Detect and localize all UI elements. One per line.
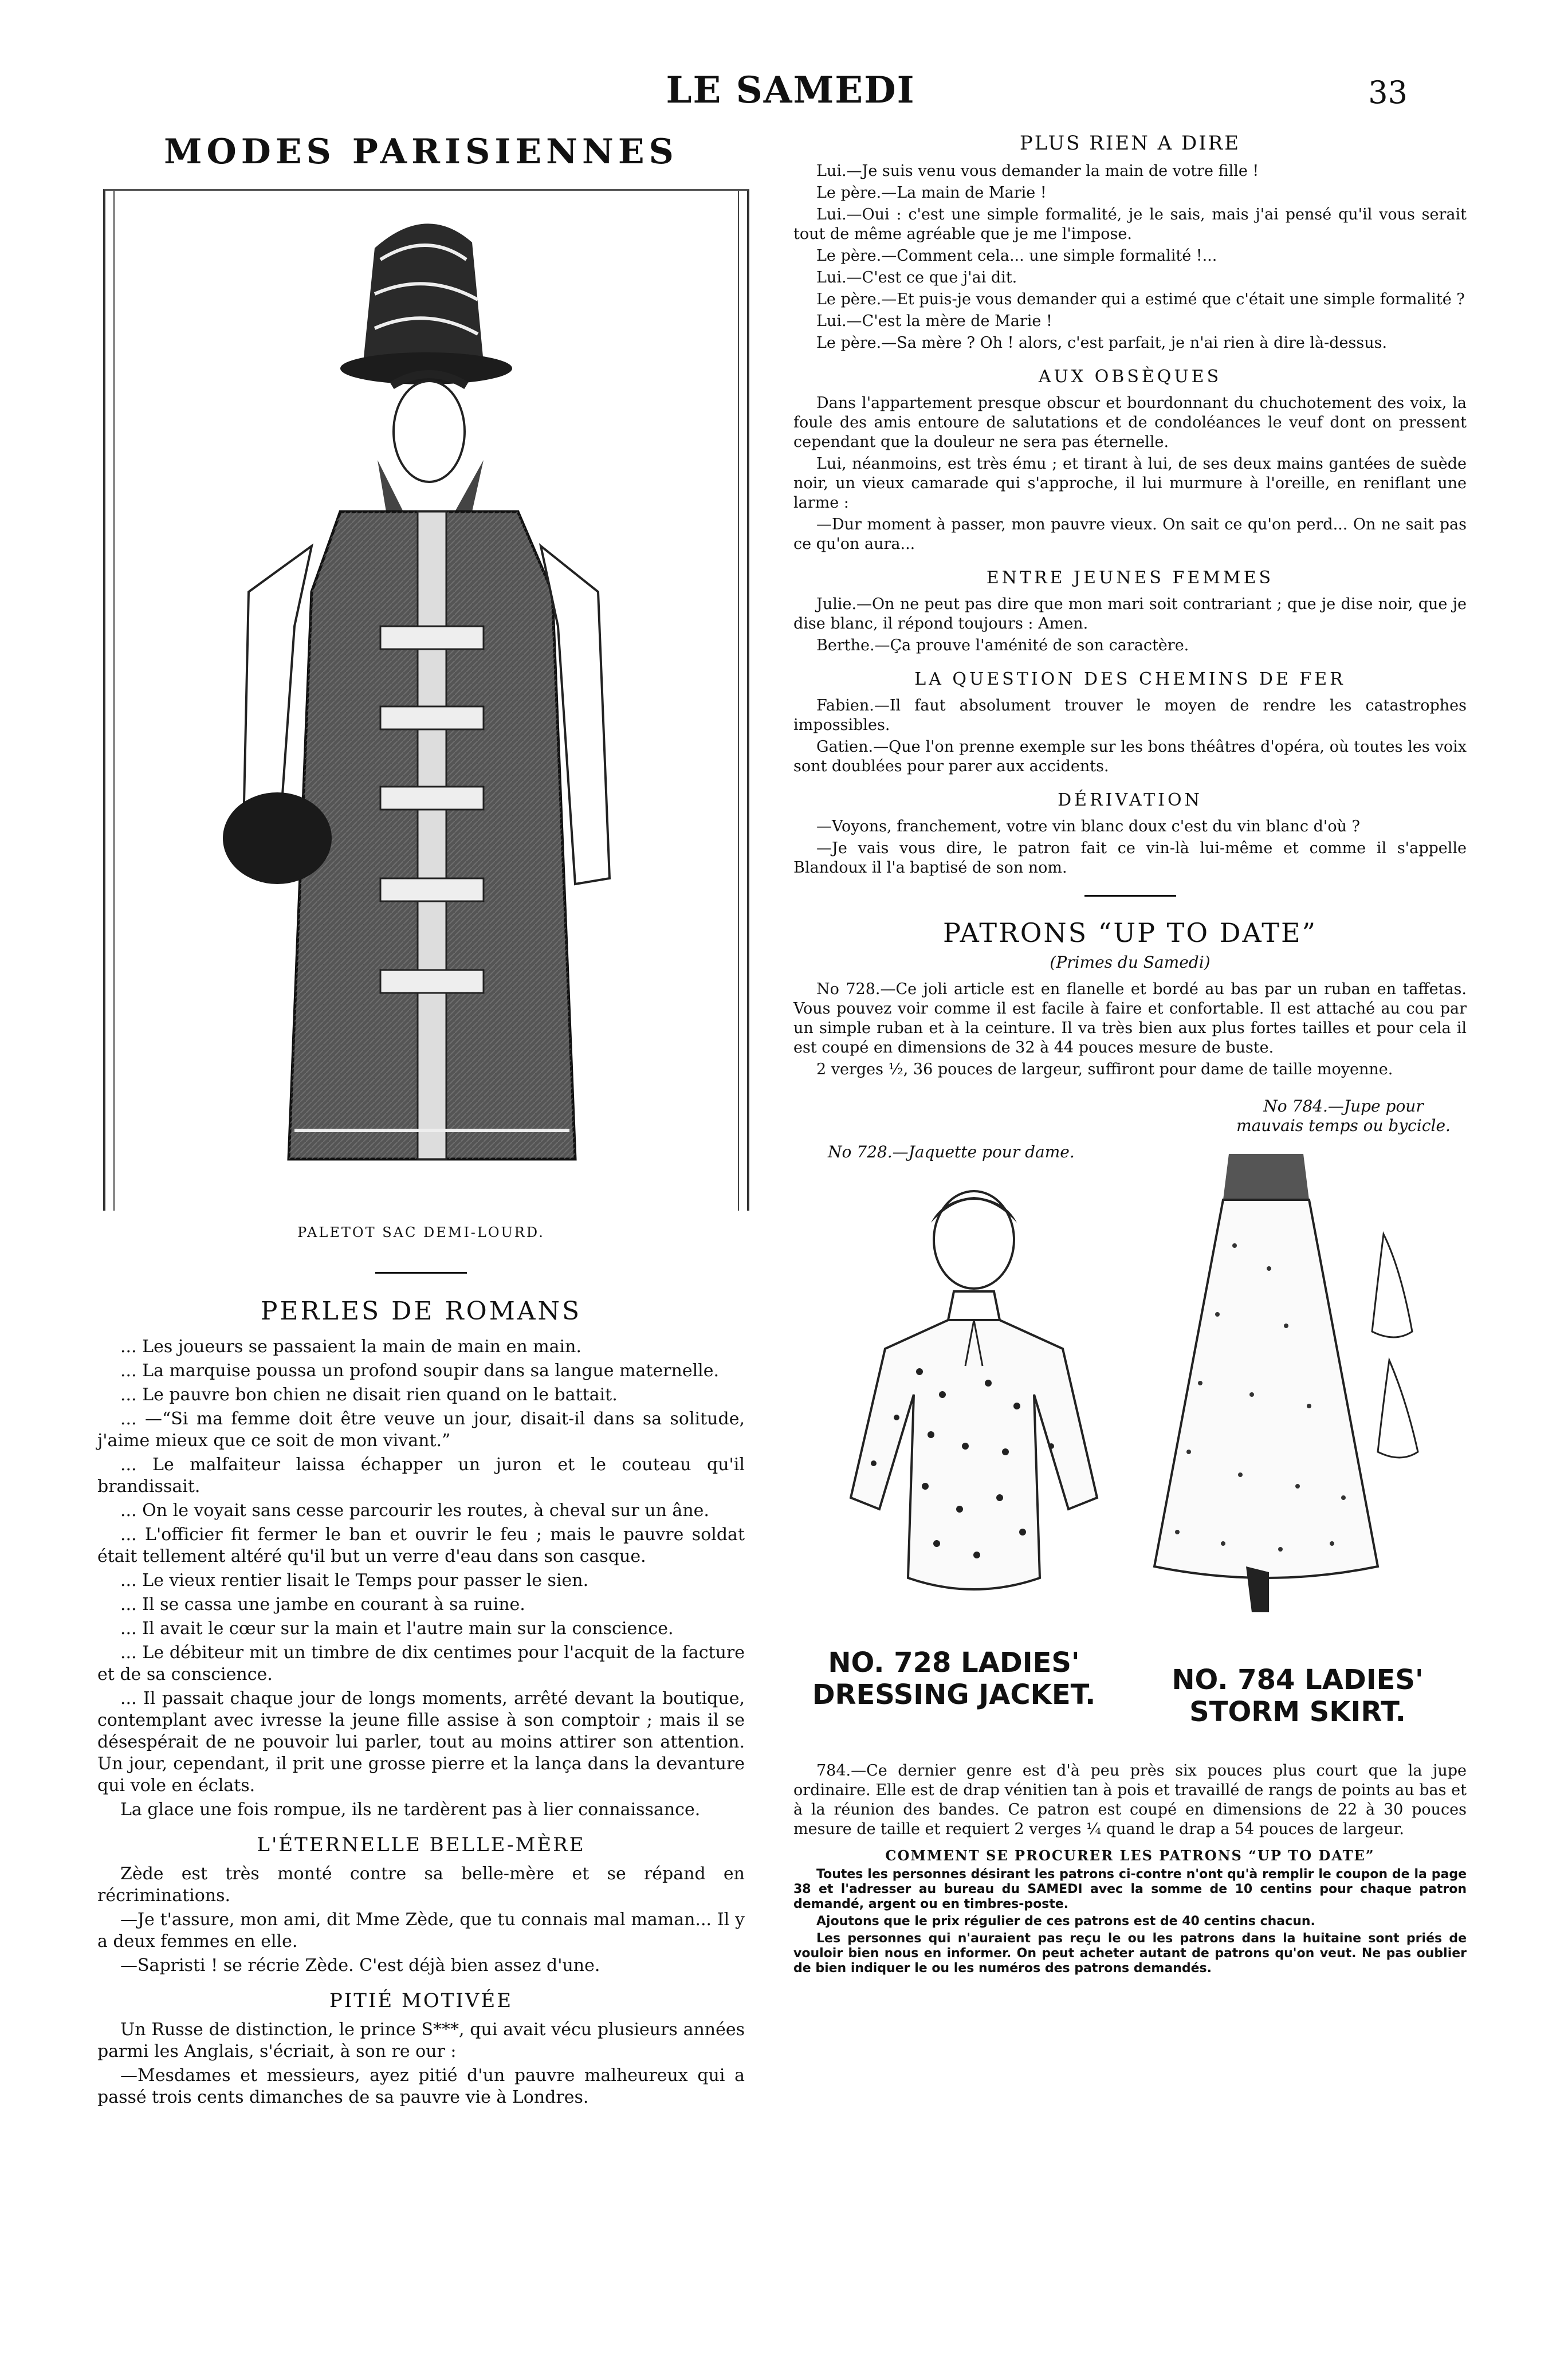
patrons-para: No 728.—Ce joli article est en flanelle et bordé au bas par un ruban en taffetas. Vous pouvez voir comme il est facile à faire et confortable. Il est attaché au cou par un simple ruban et à la ceinture. Il va très bien aux plus fortes tailles et pour cela il est coupé en dimensions de 32 à 44 pouces mesure de buste.: [793, 980, 1467, 1057]
running-title: LE SAMEDI: [666, 69, 915, 112]
perle-item: ... Il avait le cœur sur la main et l'autre main sur la conscience.: [120, 1619, 674, 1639]
caption-728-line2: DRESSING JACKET.: [812, 1679, 1096, 1711]
comment-para: Toutes les personnes désirant les patrons ci-contre n'ont qu'à remplir le coupon de la page 38 et l'adresser au bureau du SAMEDI avec la somme de 10 centins pour chaque patron demandé, argent ou en timbres-poste.: [793, 1867, 1467, 1911]
patrons-para: 2 verges ½, 36 pouces de largeur, suffiront pour dame de taille moyenne.: [816, 1061, 1393, 1078]
belle-mere-para: —Sapristi ! se récrie Zède. C'est déjà bien assez d'une.: [120, 1955, 600, 1976]
dialogue-line: Le père.—Et puis-je vous demander qui a estimé que c'était une simple formalité ?: [816, 290, 1465, 308]
chemins-title: LA QUESTION DES CHEMINS DE FER: [914, 669, 1346, 689]
pitie-para: —Mesdames et messieurs, ayez pitié d'un pauvre malheureux qui a passé trois cents dimanches de sa pauvre vie à Londres.: [97, 2065, 745, 2107]
perle-item: ... Le malfaiteur laissa échapper un juron et le couteau qu'il brandissait.: [97, 1455, 745, 1497]
patrons-subtitle: (Primes du Samedi): [1050, 953, 1211, 972]
dialogue-line: Lui.—Je suis venu vous demander la main de votre fille !: [816, 162, 1259, 180]
derivation-para: —Je vais vous dire, le patron fait ce vin-là lui-même et comme il s'appelle Blandoux il l'a baptisé de son nom.: [793, 839, 1467, 877]
perles-list: [97, 1336, 745, 1821]
fashion-illustration-frame: [103, 189, 749, 1211]
comment-para: Ajoutons que le prix régulier de ces patrons est de 40 centins chacun.: [816, 1914, 1315, 1929]
perle-item: ... Le vieux rentier lisait le Temps pour passer le sien.: [120, 1570, 589, 1591]
obseques-title: AUX OBSÈQUES: [1038, 367, 1222, 387]
caption-784: [1137, 1664, 1458, 1728]
caption-784-line1: NO. 784 LADIES': [1172, 1664, 1424, 1696]
perle-item: ... Il passait chaque jour de longs moments, arrêté devant la boutique, contemplant avec ivresse la jeune fille assise à son comptoir ; mais il se désespérait de ne pouvoir lui parler, tout au moins attirer son attention. Un jour, cependant, il prit une grosse pierre et la lança dans la devanture qui vole en éclats.: [97, 1688, 745, 1796]
figure-caption: PALETOT SAC DEMI-LOURD.: [297, 1224, 545, 1240]
jeunes-para: Julie.—On ne peut pas dire que mon mari soit contrariant ; que je dise noir, que je dise blanc, il répond toujours : Amen.: [793, 595, 1467, 633]
dialogue-line: Le père.—Sa mère ? Oh ! alors, c'est parfait, je n'ai rien à dire là-dessus.: [816, 334, 1388, 352]
label-728: No 728.—Jaquette pour dame.: [828, 1142, 1075, 1161]
perle-item: ... —“Si ma femme doit être veuve un jour, disait-il dans sa solitude, j'aime mieux que ce soit de mon vivant.”: [97, 1409, 745, 1451]
obseques-para: Lui, néanmoins, est très ému ; et tirant à lui, de ses deux mains gantées de suède noir, un vieux camarade qui s'approche, il lui murmure à l'oreille, en reniflant une larme :: [793, 455, 1467, 512]
divider: [1084, 895, 1176, 897]
jeunes-title: ENTRE JEUNES FEMMES: [986, 568, 1274, 588]
caption-784-line2: STORM SKIRT.: [1189, 1696, 1406, 1728]
chemins-para: Fabien.—Il faut absolument trouver le moyen de rendre les catastrophes impossibles.: [793, 697, 1467, 734]
dialogue-line: Le père.—Comment cela... une simple formalité !...: [816, 247, 1217, 265]
right-column: [793, 132, 1467, 1978]
pitie-para: Un Russe de distinction, le prince S***, qui avait vécu plusieurs années parmi les Anglais, s'écriait, à son re our :: [97, 2020, 745, 2061]
dialogue-line: Lui.—C'est la mère de Marie !: [816, 312, 1052, 330]
woman-coat-illustration: [105, 191, 747, 1211]
storm-skirt-illustration: [1137, 1131, 1458, 1624]
belle-mere-title: L'ÉTERNELLE BELLE-MÈRE: [257, 1833, 585, 1856]
perle-item: La glace une fois rompue, ils ne tardèrent pas à lier connaissance.: [120, 1800, 701, 1820]
belle-mere-para: —Je t'assure, mon ami, dit Mme Zède, que tu connais mal maman... Il y a deux femmes en elle.: [97, 1910, 745, 1951]
perle-item: ... L'officier fit fermer le ban et ouvrir le feu ; mais le pauvre soldat était tellement altéré qu'il but un verre d'eau dans son casque.: [97, 1525, 745, 1566]
divider: [375, 1272, 467, 1274]
caption-728-line1: NO. 728 LADIES': [828, 1647, 1080, 1679]
left-column: [97, 132, 745, 2111]
plus-rien-title: PLUS RIEN A DIRE: [1019, 132, 1241, 155]
perle-item: ... Le débiteur mit un timbre de dix centimes pour l'acquit de la facture et de sa conscience.: [97, 1643, 745, 1684]
modes-title: MODES PARISIENNES: [164, 132, 678, 172]
dialogue-line: Lui.—Oui : c'est une simple formalité, je le sais, mais j'ai pensé qu'il vous serait tout de même agréable que je me l'impose.: [793, 206, 1467, 243]
belle-mere-para: Zède est très monté contre sa belle-mère et se répand en récriminations.: [97, 1864, 745, 1906]
perle-item: ... On le voyait sans cesse parcourir les routes, à cheval sur un âne.: [120, 1501, 709, 1521]
perle-item: ... La marquise poussa un profond soupir dans sa langue maternelle.: [120, 1361, 720, 1381]
obseques-para: Dans l'appartement presque obscur et bourdonnant du chuchotement des voix, la foule des amis entoure de salutations et de condoléances le veuf dont on pressent cependant que la douleur ne sera pas éternelle.: [793, 394, 1467, 451]
pitie-title: PITIÉ MOTIVÉE: [329, 1989, 513, 2012]
label-784: No 784.—Jupe pour mauvais temps ou bycicle.: [1236, 1097, 1451, 1135]
dressing-jacket-illustration: [816, 1177, 1137, 1624]
perle-item: ... Il se cassa une jambe en courant à sa ruine.: [120, 1595, 525, 1615]
pattern-illustrations: [793, 1097, 1467, 1899]
obseques-para: —Dur moment à passer, mon pauvre vieux. On sait ce qu'on perd... On ne sait pas ce qu'on aura...: [793, 516, 1467, 553]
derivation-title: DÉRIVATION: [1058, 790, 1202, 810]
chemins-para: Gatien.—Que l'on prenne exemple sur les bons théâtres d'opéra, où toutes les voix sont doublées pour parer aux accidents.: [793, 738, 1467, 775]
page-number: 33: [1368, 74, 1408, 111]
comment-title: COMMENT SE PROCURER LES PATRONS “UP TO DATE”: [885, 1847, 1375, 1864]
comment-para: Les personnes qui n'auraient pas reçu le ou les patrons dans la huitaine sont priés de vouloir bien nous en informer. On peut acheter autant de patrons qu'on veut. Ne pas oublier de bien indiquer le ou les numéros des patrons demandés.: [793, 1931, 1467, 1976]
patrons-title: PATRONS “UP TO DATE”: [942, 917, 1318, 948]
dialogue-line: Le père.—La main de Marie !: [816, 184, 1047, 202]
dialogue-line: Lui.—C'est ce que j'ai dit.: [816, 269, 1017, 286]
jeunes-para: Berthe.—Ça prouve l'aménité de son caractère.: [816, 637, 1189, 654]
perles-title: PERLES DE ROMANS: [260, 1297, 582, 1326]
caption-728: [793, 1647, 1114, 1711]
derivation-para: —Voyons, franchement, votre vin blanc doux c'est du vin blanc d'où ?: [816, 818, 1361, 835]
skirt-para: 784.—Ce dernier genre est d'à peu près six pouces plus court que la jupe ordinaire. Elle est de drap vénitien tan à pois et travaillé de rangs de points au bas et à la réunion des bandes. Ce patron est coupé en dimensions de 22 à 30 pouces mesure de taille et requiert 2 verges ¼ quand le drap a 54 pouces de largeur.: [793, 1762, 1467, 1838]
perle-item: ... Les joueurs se passaient la main de main en main.: [120, 1337, 581, 1357]
perle-item: ... Le pauvre bon chien ne disait rien quand on le battait.: [120, 1385, 618, 1405]
